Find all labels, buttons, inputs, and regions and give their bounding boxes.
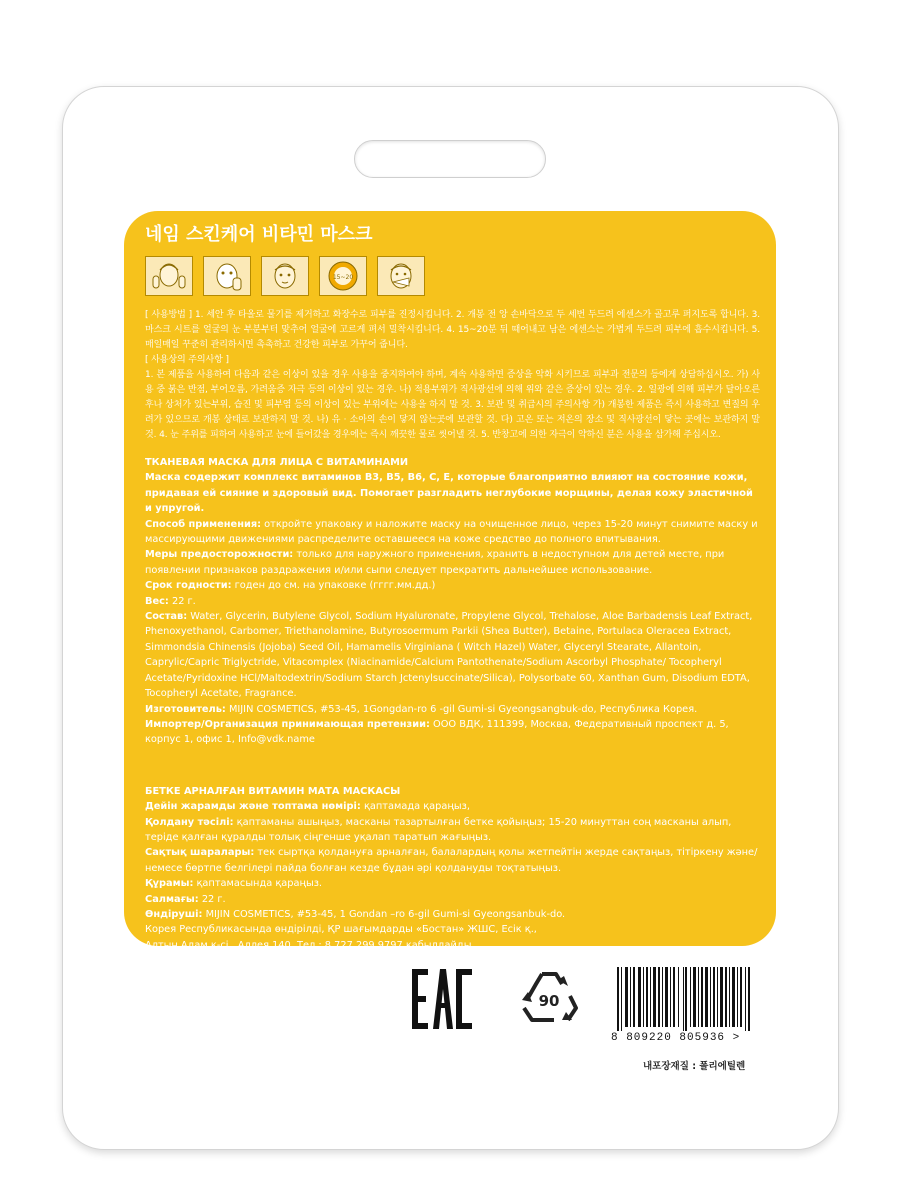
kazakh-line-phone: Тел.: 8 727 299 97 108 bbox=[145, 970, 261, 982]
kazakh-line-claims: Претензии в РК принимает ТОО "Бостан", г. Иссык, ул. Алтын адама аллея 140, bbox=[145, 955, 559, 967]
method-label: Способ применения: bbox=[145, 518, 262, 530]
step-1 bbox=[145, 256, 193, 296]
kz-composition-text: қаптамасында қараңыз. bbox=[193, 878, 323, 890]
precaution-label: Меры предосторожности: bbox=[145, 549, 294, 561]
composition-text: Water, Glycerin, Butylene Glycol, Sodium Hyaluronate, Propylene Glycol, Trehalose, Aloe Barbadensis Leaf Extract, Phenoxyethanol, Carbomer, Triethanolamine, Butyrosoermum Parkii (Shea Butter), Betaine, Portulaca Oleracea Extract, Simmondsia Chinensis (Jojoba) Seed Oil, Hamamelis Virginiana ( Witch Hazel) Water, Glyceryl Stearate, Allantoin, Caprylic/Capric Triglyctride, Vitacomplex (Niacinamide/Calcium Pantothenate/Sodium Ascorbyl Phosphate/ Tocopheryl Acetate/Pyridoxine HCl/Maltodextrin/Sodium Starch Jctenylsuccinate/Silica), Polysorbate 60, Xanthan Gum, Disodium EDTA, Tocopheryl Acetate, Fragrance. bbox=[145, 611, 753, 700]
kazakh-line-address: Алтын Адам к-сі., Аллея 140. Тел.: 8 727 299 9797 қабылдайды. bbox=[145, 939, 475, 951]
kz-composition-label: Құрамы: bbox=[145, 878, 194, 890]
russian-importer bbox=[145, 717, 760, 748]
russian-weight bbox=[145, 594, 760, 609]
weight-label: Вес: bbox=[145, 595, 169, 607]
kz-date-label: Дейін жарамды және топтама нөмірі: bbox=[145, 801, 361, 813]
kazakh-date bbox=[145, 799, 760, 814]
kazakh-line-korea: Корея Республикасында өндірілді, ҚР шағымдарды «Бостан» ЖШС, Есік қ., bbox=[145, 924, 537, 936]
usage-steps bbox=[145, 256, 760, 296]
kz-safety-label: Сақтық шаралары: bbox=[145, 847, 255, 859]
russian-maker bbox=[145, 702, 760, 717]
shelf-text: годен до см. на упаковке (гггг.мм.дд.) bbox=[231, 580, 436, 592]
composition-label: Состав: bbox=[145, 611, 188, 623]
maker-label: Изготовитель: bbox=[145, 703, 226, 715]
eac-mark-icon bbox=[412, 967, 472, 1031]
korean-usage: [ 사용방법 ] 1. 세안 후 타올로 물기를 제거하고 화장수로 피부를 진정시킵니다. 2. 개봉 전 앙 손바닥으로 두 세번 두드려 에센스가 골고루 퍼지도록 합니다. 3. 마스크 시트를 얼굴의 눈 부분부터 맞추어 얼굴에 고르게 펴서 밀착시킵니다. 4. 15~20분 뒤 때어내고 남은 에센스는 가볍게 두드려 피부에 흡수시킵니다. 5. 매일매일 꾸준히 관리하시면 촉촉하고 건강한 피부로 가꾸어 줍니다. bbox=[145, 310, 760, 350]
hang-hole bbox=[354, 140, 546, 178]
kz-usage-text: қаптаманы ашыңыз, масканы тазартылған бетке қойыңыз; 15-20 минуттан соң масканы алып, теріде қалған құралды толық сіңгенше уқалап таратып жағыңыз. bbox=[145, 816, 732, 843]
importer-label: Импортер/Организация принимающая претензии: bbox=[145, 718, 430, 730]
kazakh-weight bbox=[145, 892, 760, 907]
korean-title: 네임 스킨케어 비타민 마스크 bbox=[145, 224, 373, 245]
face-pat-icon bbox=[149, 258, 189, 294]
recycle-icon bbox=[512, 960, 586, 1034]
russian-precaution bbox=[145, 547, 760, 578]
kz-date-text: қаптамада қараңыз, bbox=[360, 801, 470, 813]
kazakh-maker bbox=[145, 907, 760, 922]
korean-caution-heading: [ 사용상의 주의사항 ] bbox=[145, 355, 229, 365]
shelf-label: Срок годности: bbox=[145, 580, 232, 592]
kazakh-composition bbox=[145, 876, 760, 891]
kz-maker-label: Өндіруші: bbox=[145, 908, 203, 920]
kz-weight-label: Салмағы: bbox=[145, 893, 199, 905]
timer-15-20-icon bbox=[323, 258, 363, 294]
weight-text: 22 г. bbox=[168, 595, 196, 607]
yellow-info-panel bbox=[124, 211, 776, 982]
recycle-number: 90 bbox=[538, 992, 560, 1010]
mask-apply-icon bbox=[207, 258, 247, 294]
step-4 bbox=[319, 256, 367, 296]
kz-usage-label: Қолдану тәсілі: bbox=[145, 816, 234, 828]
russian-shelf-life bbox=[145, 578, 760, 593]
russian-method bbox=[145, 517, 760, 548]
russian-intro: Маска содержит комплекс витаминов В3, В5, В6, С, Е, которые благоприятно влияют на состояние кожи, придавая ей сияние и здоровый вид. Помогает разгладить неглубокие морщины, делая кожу эластичной и упругой. bbox=[145, 472, 753, 515]
russian-title: ТКАНЕВАЯ МАСКА ДЛЯ ЛИЦА С ВИТАМИНАМИ bbox=[145, 457, 409, 468]
barcode-number: 8 809220 805936 > bbox=[611, 1032, 741, 1044]
mask-face-icon bbox=[265, 258, 305, 294]
korean-caution: 1. 본 제품을 사용하여 다음과 같은 이상이 있을 경우 사용을 중지하여야 하며, 계속 사용하면 증상을 악화 시키므로 피부과 전문의 등에게 상담하십시오. 가) 사용 중 붉은 반점, 부어오름, 가려움증 자극 등의 이상이 있는 경우. 나) 적용부위가 직사광선에 의해 위와 같은 증상이 있는 경우. 2. 일광에 의해 피부가 달아오른 후나 상처가 있는부위, 습진 및 피부염 등의 이상이 있는 부위에는 사용을 하지 말 것. 3. 보관 및 취급시의 주의사항 가) 개봉한 제품은 즉시 사용하고 변질의 우려가 있으므로 개봉 상태로 보관하지 말 것. 나) 유 · 소아의 손이 닿지 않는곳에 보관할 것. 다) 고온 또는 저온의 장소 및 직사광선이 닿는 곳에는 보관하지 말 것. 4. 눈 주위를 피하여 사용하고 눈에 들어갔을 경우에는 즉시 깨끗한 물로 씻어낼 것. 5. 반창고에 의한 자극이 약하신 분은 사용을 삼가해 주십시오. bbox=[145, 370, 760, 440]
kazakh-title: БЕТКЕ АРНАЛҒАН ВИТАМИН МАТА МАСКАСЫ bbox=[145, 785, 401, 797]
timer-label: 15~20 bbox=[332, 274, 354, 281]
step-2 bbox=[203, 256, 251, 296]
kazakh-safety bbox=[145, 845, 760, 876]
method-text: откройте упаковку и наложите маску на очищенное лицо, через 15-20 минут снимите маску и массирующими движениями распределите оставшееся на коже средство до полного впитывания. bbox=[145, 518, 758, 546]
kazakh-usage bbox=[145, 815, 760, 846]
inner-material-label: 내포장재질 : 폴리에틸렌 bbox=[643, 1061, 746, 1072]
russian-composition bbox=[145, 609, 760, 701]
mask-remove-icon bbox=[381, 258, 421, 294]
step-5 bbox=[377, 256, 425, 296]
kz-safety-text: тек сыртқа қолдануға арналған, балалардың қолы жетпейтін жерде сақтаңыз, тітіркену және/немесе бөртпе белгілері пайда болған кезде бұдан әрі қолдануды тоқтатыңыз. bbox=[145, 847, 758, 874]
importer-text: ООО ВДК, 111399, Москва, Федеративный проспект д. 5, корпус 1, офис 1, Info@vdk.name bbox=[145, 718, 729, 746]
barcode-icon bbox=[617, 967, 755, 1031]
precaution-text: только для наружного применения, хранить в недоступном для детей месте, при появлении признаков раздражения и/или сыпи следует прекратить дальнейшее использование. bbox=[145, 549, 725, 576]
kz-maker-text: MIJIN COSMETICS, #53-45, 1 Gondan –ro 6-gil Gumi-si Gyeongsanbuk-do. bbox=[202, 908, 566, 920]
kz-weight-text: 22 г. bbox=[198, 893, 226, 905]
step-3 bbox=[261, 256, 309, 296]
maker-text: MIJIN COSMETICS, #53-45, 1Gongdan-ro 6 -gil Gumi-si Gyeongsangbuk-do, Республика Корея. bbox=[225, 703, 698, 715]
